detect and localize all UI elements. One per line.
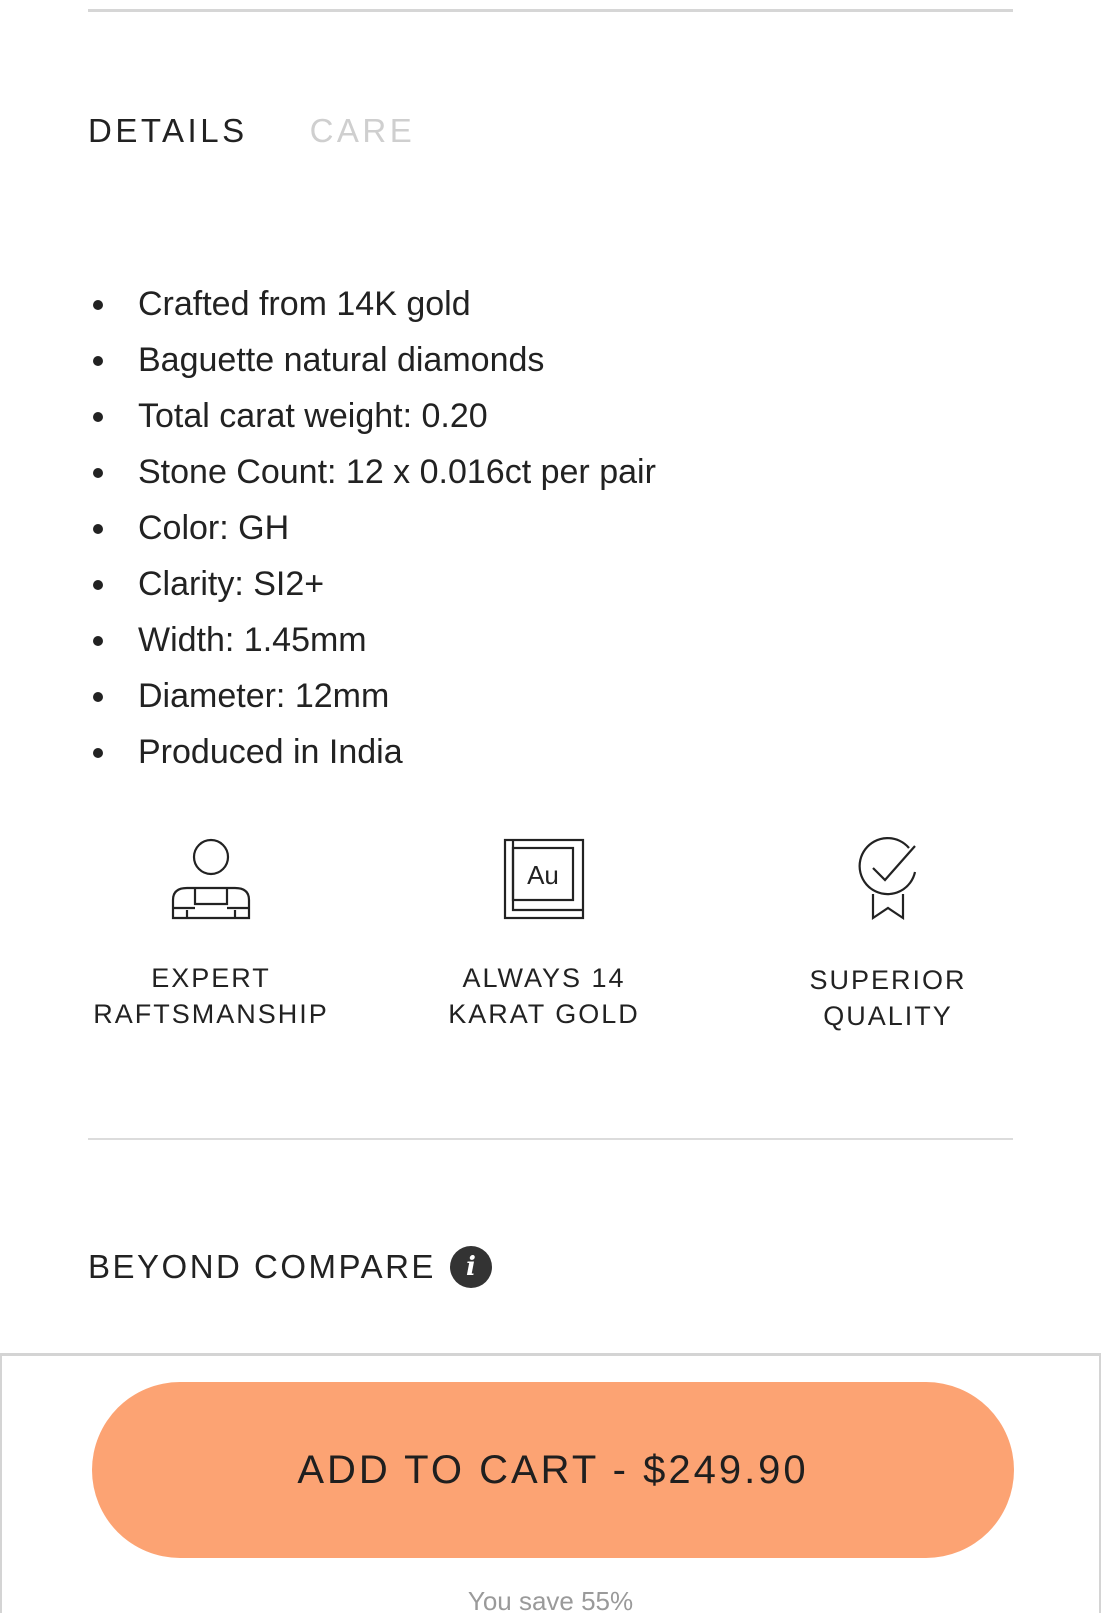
list-item: Clarity: SI2+ xyxy=(88,556,656,612)
info-icon[interactable]: i xyxy=(450,1246,492,1288)
list-item: Crafted from 14K gold xyxy=(88,276,656,332)
tab-details[interactable]: DETAILS xyxy=(88,112,248,149)
feature-label-line2: QUALITY xyxy=(823,1001,953,1031)
tab-care[interactable]: CARE xyxy=(309,112,416,149)
feature-label-line2: RAFTSMANSHIP xyxy=(93,999,329,1029)
sticky-cart-bar xyxy=(0,1353,1101,1616)
list-item: Stone Count: 12 x 0.016ct per pair xyxy=(88,444,656,500)
feature-badges xyxy=(88,838,1013,1038)
top-divider xyxy=(88,9,1013,12)
beyond-compare-section xyxy=(88,1246,492,1288)
section-divider xyxy=(88,1138,1013,1140)
list-item: Color: GH xyxy=(88,500,656,556)
craftsman-icon xyxy=(169,838,253,920)
list-item: Baguette natural diamonds xyxy=(88,332,656,388)
list-item: Produced in India xyxy=(88,724,656,780)
savings-text: You save 55% xyxy=(467,1586,634,1616)
feature-always-14-karat-gold xyxy=(444,838,644,1032)
feature-label-line1: SUPERIOR xyxy=(809,965,967,995)
gold-element-icon xyxy=(502,838,586,920)
feature-label-line1: EXPERT xyxy=(151,963,271,993)
list-item: Diameter: 12mm xyxy=(88,668,656,724)
feature-label-line2: KARAT GOLD xyxy=(448,999,640,1029)
feature-superior-quality xyxy=(808,838,968,1034)
add-to-cart-button[interactable]: ADD TO CART - $249.90 xyxy=(92,1382,1014,1558)
list-item: Width: 1.45mm xyxy=(88,612,656,668)
gold-element-symbol: Au xyxy=(527,860,559,890)
list-item: Total carat weight: 0.20 xyxy=(88,388,656,444)
feature-label-line1: ALWAYS 14 xyxy=(462,963,626,993)
product-tabs xyxy=(88,112,415,150)
beyond-compare-title: BEYOND COMPARE xyxy=(88,1248,436,1285)
feature-expert-craftsmanship xyxy=(88,838,334,1032)
details-list xyxy=(88,276,656,780)
quality-badge-icon xyxy=(853,838,923,922)
